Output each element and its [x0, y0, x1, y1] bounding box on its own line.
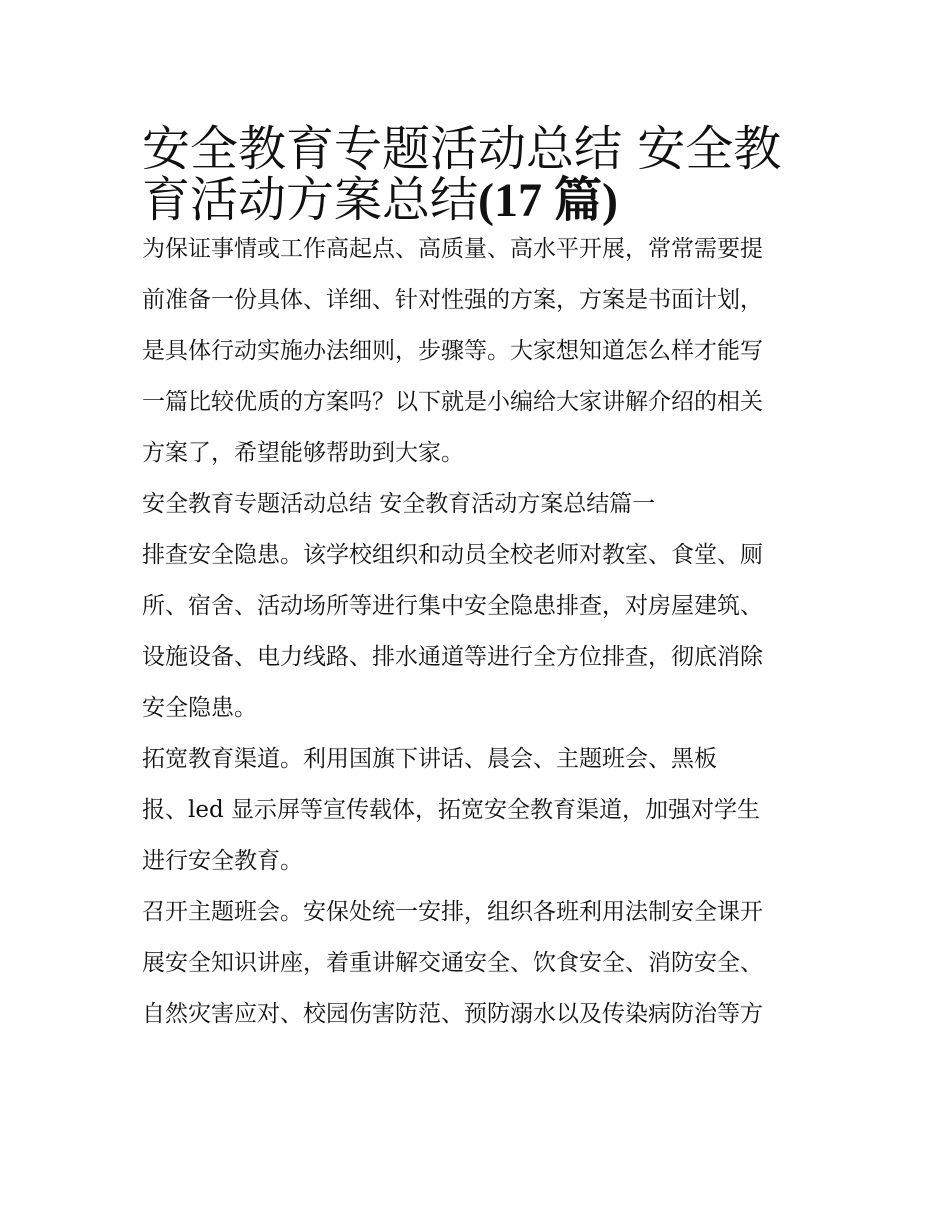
paragraph-line: 方案了，希望能够帮助到大家。 [142, 440, 464, 466]
paragraph-line: 是具体行动实施办法细则，步骤等。大家想知道怎么样才能写 [142, 338, 763, 364]
paragraph-line: 为保证事情或工作高起点、高质量、高水平开展，常常需要提 [142, 236, 763, 262]
paragraph-line: 前准备一份具体、详细、针对性强的方案，方案是书面计划， [142, 287, 763, 313]
paragraph-line: 拓宽教育渠道。利用国旗下讲话、晨会、主题班会、黑板 [142, 746, 717, 772]
education-channels-paragraph [142, 734, 814, 887]
paragraph-line: 召开主题班会。安保处统一安排，组织各班利用法制安全课开 [142, 899, 763, 925]
title-line-2-count: (17 篇) [478, 174, 618, 227]
paragraph-line: 安全隐患。 [142, 695, 257, 721]
class-meeting-paragraph [142, 887, 814, 1040]
title-line-1: 安全教育专题活动总结 安全教 [142, 121, 782, 177]
hazard-check-paragraph [142, 530, 814, 734]
section-heading [142, 479, 814, 530]
paragraph-line: 自然灾害应对、校园伤害防范、预防溺水以及传染病防治等方 [142, 1001, 763, 1027]
section-heading-text: 安全教育专题活动总结 安全教育活动方案总结篇一 [142, 491, 656, 517]
paragraph-line: 设施设备、电力线路、排水通道等进行全方位排查，彻底消除 [142, 644, 763, 670]
paragraph-line: 展安全知识讲座，着重讲解交通安全、饮食安全、消防安全、 [142, 950, 763, 976]
document-body [142, 116, 814, 1040]
intro-paragraph [142, 224, 814, 479]
title-line-2-text: 育活动方案总结 [142, 172, 479, 228]
paragraph-line: 排查安全隐患。该学校组织和动员全校老师对教室、食堂、厕 [142, 542, 763, 568]
paragraph-line: 报、led 显示屏等宣传载体，拓宽安全教育渠道，加强对学生 [142, 797, 761, 823]
paragraph-line: 所、宿舍、活动场所等进行集中安全隐患排查，对房屋建筑、 [142, 593, 763, 619]
paragraph-line: 一篇比较优质的方案吗？以下就是小编给大家讲解介绍的相关 [142, 389, 763, 415]
paragraph-line: 进行安全教育。 [142, 848, 303, 874]
document-title [142, 116, 814, 228]
